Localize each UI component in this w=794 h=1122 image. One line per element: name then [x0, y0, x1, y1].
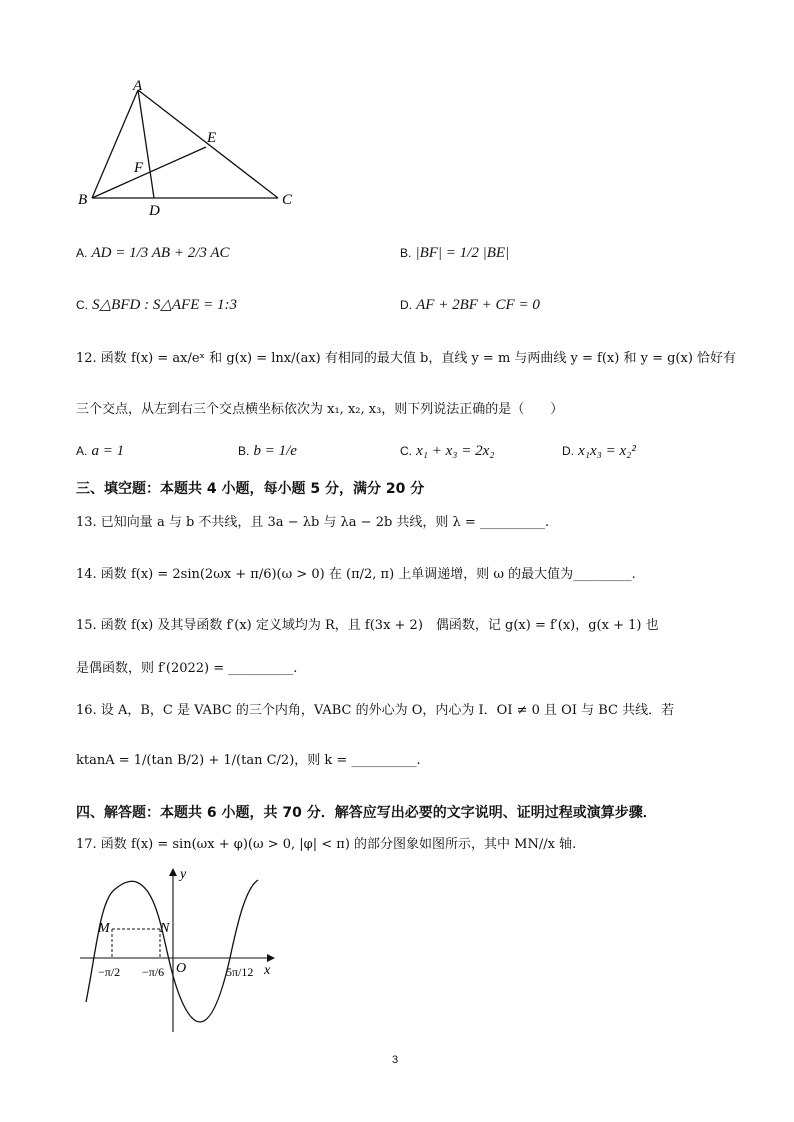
q11-option-c: C. S△BFD : S△AFE = 1:3 — [76, 297, 237, 313]
q12-line1: 12. 函数 f(x) = ax/eˣ 和 g(x) = lnx/(ax) 有相同的最大值 b，直线 y = m 与两曲线 y = f(x) 和 y = g(x) 恰好有 — [76, 351, 737, 366]
tick-neg-pi-6: −π/6 — [142, 965, 165, 979]
q15-line1: 15. 函数 f(x) 及其导函数 f′(x) 定义域均为 R，且 f(3x + 2) 偶函数，记 g(x) = f′(x)，g(x + 1) 也 — [76, 618, 659, 633]
label-E: E — [207, 130, 217, 146]
point-m-label: M — [98, 921, 110, 936]
page-number: 3 — [392, 1054, 399, 1066]
point-n-label: N — [160, 921, 170, 936]
label-C: C — [282, 192, 293, 208]
q16-line1: 16. 设 A，B，C 是 VABC 的三个内角，VABC 的外心为 O，内心为 I．OI ≠ 0 且 OI 与 BC 共线．若 — [76, 703, 675, 718]
q17: 17. 函数 f(x) = sin(ωx + φ)(ω > 0, |φ| < π) 的部分图象如图所示，其中 MN//x 轴. — [76, 837, 577, 852]
triangle-figure — [70, 78, 310, 218]
q11-option-a: A. AD = 1/3 AB + 2/3 AC — [76, 245, 230, 261]
origin-label: O — [176, 961, 187, 976]
q12-option-b: B. b = 1/e — [238, 443, 297, 459]
y-label: y — [180, 867, 187, 882]
q12-option-c: C. x₁ + x₃ = 2x₂ — [400, 443, 495, 459]
label-A: A — [133, 78, 143, 94]
q14: 14. 函数 f(x) = 2sin(2ωx + π/6)(ω > 0) 在 (π/2, π) 上单调递增，则 ω 的最大值为_________. — [76, 567, 636, 582]
label-B: B — [78, 192, 88, 208]
q11-option-b: B. |BF| = 1/2 |BE| — [400, 245, 510, 261]
x-axis-arrow-icon — [267, 954, 275, 962]
q12-option-d: D. x₁x₃ = x₂² — [562, 443, 636, 459]
q15-line2: 是偶函数，则 f′(2022) = __________. — [76, 661, 298, 676]
section-4-heading: 四、解答题：本题共 6 小题，共 70 分．解答应写出必要的文字说明、证明过程或演算步骤． — [76, 805, 657, 821]
section-3-heading: 三、填空题：本题共 4 小题，每小题 5 分，满分 20 分 — [76, 481, 425, 497]
q16-line2: ktanA = 1/(tan B/2) + 1/(tan C/2)，则 k = __________. — [76, 753, 421, 768]
tick-neg-pi-2: −π/2 — [98, 965, 121, 979]
q11-option-d: D. AF + 2BF + CF = 0 — [400, 297, 540, 313]
x-label: x — [264, 963, 271, 978]
q12-option-a: A. a = 1 — [76, 443, 125, 459]
q12-line2: 三个交点，从左到右三个交点横坐标依次为 x₁, x₂, x₃，则下列说法正确的是（ ） — [76, 402, 564, 417]
sine-graph — [72, 862, 287, 1034]
q13: 13. 已知向量 a 与 b 不共线，且 3a − λb 与 λa − 2b 共线，则 λ = __________. — [76, 515, 550, 530]
y-axis-arrow-icon — [169, 868, 177, 876]
label-D: D — [149, 203, 160, 218]
tick-5pi-12: 5π/12 — [226, 965, 254, 979]
label-F: F — [134, 160, 144, 176]
